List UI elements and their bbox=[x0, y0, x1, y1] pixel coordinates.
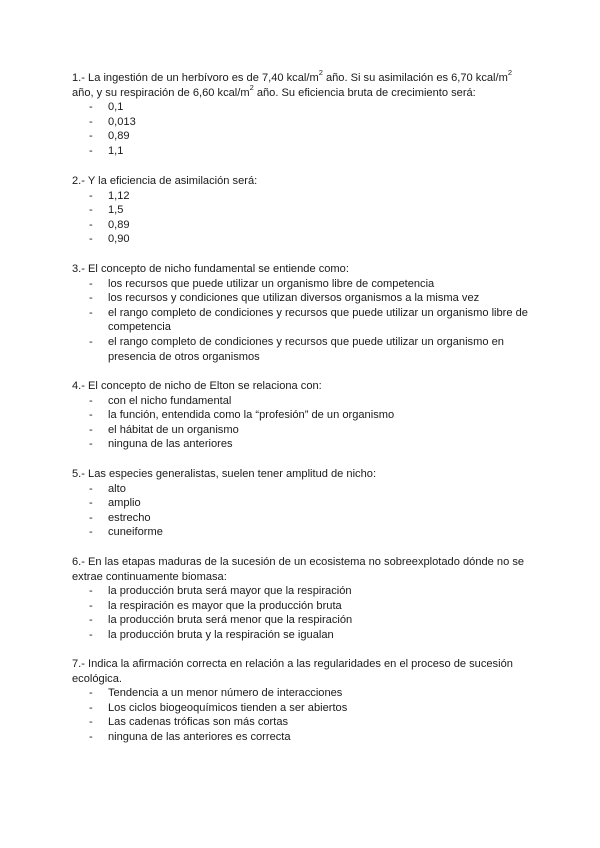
question-4-options bbox=[72, 394, 532, 452]
option: - 1,5 bbox=[72, 203, 532, 218]
dash-bullet: - bbox=[89, 687, 93, 700]
option: - 0,89 bbox=[72, 218, 532, 233]
option: - la producción bruta será mayor que la respiración bbox=[72, 584, 532, 599]
dash-bullet: - bbox=[89, 306, 93, 319]
option: - 0,90 bbox=[72, 232, 532, 247]
option: - ninguna de las anteriores es correcta bbox=[72, 730, 532, 745]
question-2 bbox=[72, 174, 532, 247]
option: - amplio bbox=[72, 496, 532, 511]
dash-bullet: - bbox=[89, 482, 93, 495]
question-1-stem: 1.- La ingestión de un herbívoro es de 7,40 kcal/$m^2$ año. Si su asimilación es 6,70 kcal/$m^2$ año, y su respiración de 6,60 kcal/$m^2$ año. Su eficiencia bruta de crecimiento será: bbox=[72, 68, 513, 99]
dash-bullet: - bbox=[89, 716, 93, 729]
option: - cuneiforme bbox=[72, 525, 532, 540]
dash-bullet: - bbox=[89, 730, 93, 743]
question-4 bbox=[72, 379, 532, 452]
dash-bullet: - bbox=[89, 394, 93, 407]
option: - alto bbox=[72, 482, 532, 497]
dash-bullet: - bbox=[89, 511, 93, 524]
dash-bullet: - bbox=[89, 423, 93, 436]
dash-bullet: - bbox=[89, 292, 93, 305]
question-7-stem: 7.- Indica la afirmación correcta en relación a las regularidades en el proceso de sucesión ecológica. bbox=[72, 658, 513, 685]
question-3-options bbox=[72, 277, 532, 365]
question-6-stem: 6.- En las etapas maduras de la sucesión de un ecosistema no sobreexplotado dónde no se extrae continuamente biomasa: bbox=[72, 556, 525, 583]
dash-bullet: - bbox=[89, 233, 93, 246]
question-2-stem: 2.- Y la eficiencia de asimilación será: bbox=[72, 175, 258, 187]
option: - Los ciclos biogeoquímicos tienden a ser abiertos bbox=[72, 701, 532, 716]
option: - la producción bruta y la respiración se igualan bbox=[72, 628, 532, 643]
question-5-stem: 5.- Las especies generalistas, suelen tener amplitud de nicho: bbox=[72, 468, 377, 480]
dash-bullet: - bbox=[89, 526, 93, 539]
option: - el hábitat de un organismo bbox=[72, 423, 532, 438]
option: - 1,12 bbox=[72, 189, 532, 204]
question-1 bbox=[72, 68, 532, 159]
dash-bullet: - bbox=[89, 335, 93, 348]
option: - con el nicho fundamental bbox=[72, 394, 532, 409]
dash-bullet: - bbox=[89, 101, 93, 114]
option: - Tendencia a un menor número de interacciones bbox=[72, 686, 532, 701]
question-6-options bbox=[72, 584, 532, 642]
option: - 0,89 bbox=[72, 129, 532, 144]
option: - los recursos que puede utilizar un organismo libre de competencia bbox=[72, 277, 532, 292]
question-2-options bbox=[72, 189, 532, 247]
option: - la función, entendida como la “profesión” de un organismo bbox=[72, 408, 532, 423]
dash-bullet: - bbox=[89, 144, 93, 157]
option: - el rango completo de condiciones y recursos que puede utilizar un organismo en presencia de otros organismos bbox=[72, 335, 532, 364]
option: - la respiración es mayor que la producción bruta bbox=[72, 599, 532, 614]
question-3 bbox=[72, 262, 532, 364]
option: - ninguna de las anteriores bbox=[72, 437, 532, 452]
dash-bullet: - bbox=[89, 130, 93, 143]
question-5 bbox=[72, 467, 532, 540]
dash-bullet: - bbox=[89, 599, 93, 612]
option: - 1,1 bbox=[72, 144, 532, 159]
dash-bullet: - bbox=[89, 614, 93, 627]
dash-bullet: - bbox=[89, 497, 93, 510]
option: - la producción bruta será menor que la respiración bbox=[72, 613, 532, 628]
option: - Las cadenas tróficas son más cortas bbox=[72, 715, 532, 730]
option: - estrecho bbox=[72, 511, 532, 526]
dash-bullet: - bbox=[89, 409, 93, 422]
dash-bullet: - bbox=[89, 218, 93, 231]
dash-bullet: - bbox=[89, 628, 93, 641]
question-7-options bbox=[72, 686, 532, 744]
question-7 bbox=[72, 657, 532, 745]
dash-bullet: - bbox=[89, 277, 93, 290]
option: - el rango completo de condiciones y recursos que puede utilizar un organismo libre de competencia bbox=[72, 306, 532, 335]
dash-bullet: - bbox=[89, 204, 93, 217]
option: - 0,013 bbox=[72, 115, 532, 130]
dash-bullet: - bbox=[89, 115, 93, 128]
dash-bullet: - bbox=[89, 585, 93, 598]
question-5-options bbox=[72, 482, 532, 540]
dash-bullet: - bbox=[89, 701, 93, 714]
question-1-options bbox=[72, 100, 532, 158]
question-3-stem: 3.- El concepto de nicho fundamental se entiende como: bbox=[72, 263, 349, 275]
dash-bullet: - bbox=[89, 438, 93, 451]
dash-bullet: - bbox=[89, 189, 93, 202]
question-6 bbox=[72, 555, 532, 643]
option: - los recursos y condiciones que utilizan diversos organismos a la misma vez bbox=[72, 291, 532, 306]
question-4-stem: 4.- El concepto de nicho de Elton se relaciona con: bbox=[72, 380, 322, 392]
option: - 0,1 bbox=[72, 100, 532, 115]
